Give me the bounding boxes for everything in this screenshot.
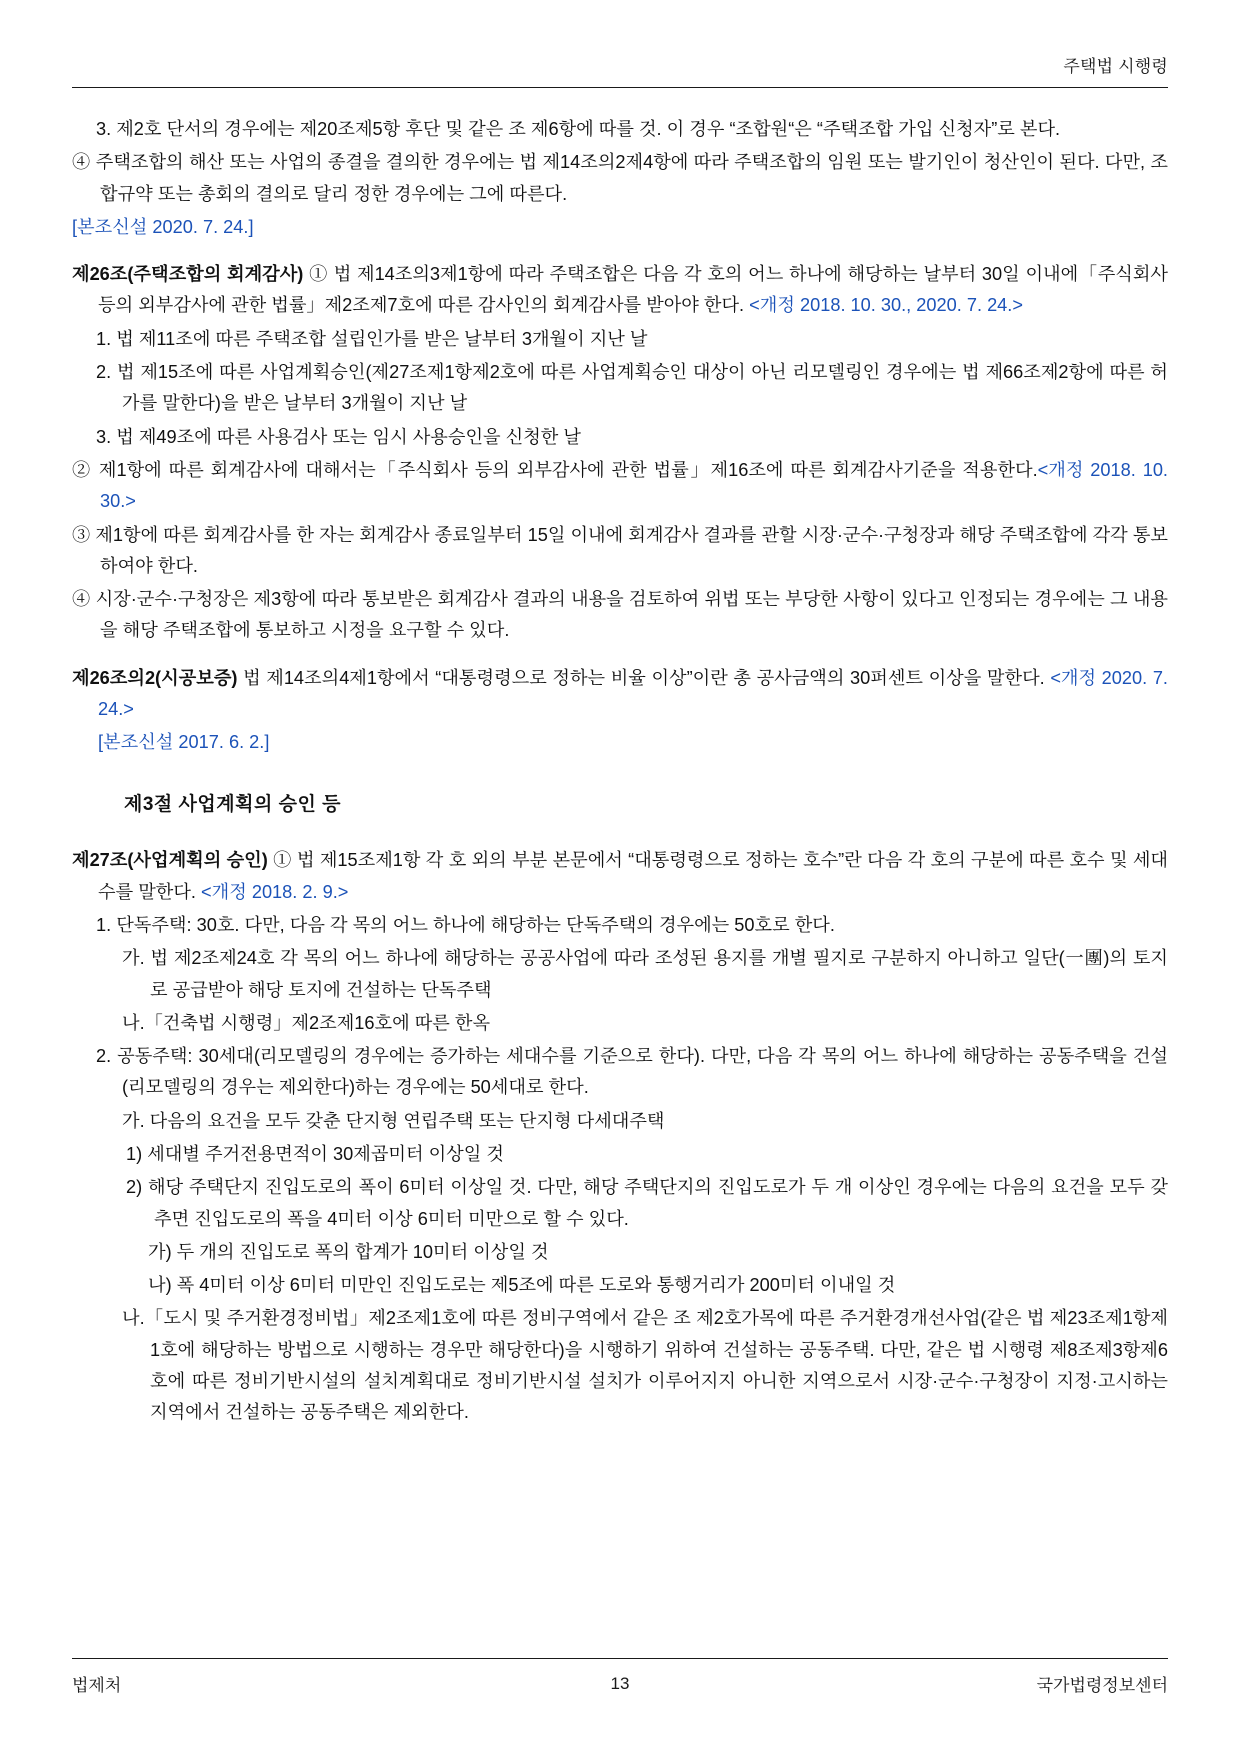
article-27-amendment: <개정 2018. 2. 9.>: [201, 881, 349, 902]
note-new-provision-2020: [본조신설 2020. 7. 24.]: [72, 216, 254, 237]
footer-left-label: 법제처: [72, 1676, 122, 1695]
article-26-amendment-note: <개정 2018. 10. 30., 2020. 7. 24.>: [749, 295, 1023, 316]
paragraph-item-3: 3. 제2호 단서의 경우에는 제20조제5항 후단 및 같은 조 제6항에 따를 것. 이 경우 “조합원“은 “주택조합 가입 신청자”로 본다.: [96, 119, 1061, 139]
article-27-item-2-ga-2-na: 나) 폭 4미터 이상 6미터 미만인 진입도로는 제5조에 따른 도로와 통행거리가 200미터 이내일 것: [148, 1275, 896, 1296]
article-26-item-3: 3. 법 제49조에 따른 사용검사 또는 임시 사용승인을 신청한 날: [96, 426, 581, 447]
article-27-item-1-ga: 가. 법 제2조제24호 각 목의 어느 하나에 해당하는 공공사업에 따라 조성된 용지를 개별 필지로 구분하지 아니하고 일단(一團)의 토지로 공급받아 해당 토지에 건설하는 단독주택: [122, 948, 1168, 1000]
article-26-paragraph-1: ① 법 제14조의3제1항에 따라 주택조합은 다음 각 호의 어느 하나에 해당하는 날부터 30일 이내에「주식회사 등의 외부감사에 관한 법률」제2조제7호에 따른 감사인의 회계감사를 받아야 한다.: [98, 264, 1168, 316]
article-26-title: 제26조(주택조합의 회계감사): [72, 264, 304, 285]
page-footer: [72, 1658, 1168, 1696]
article-27-item-2-ga: 가. 다음의 요건을 모두 갖춘 단지형 연립주택 또는 단지형 다세대주택: [122, 1110, 665, 1131]
article-27-item-2-ga-2: 2) 해당 주택단지 진입도로의 폭이 6미터 이상일 것. 다만, 해당 주택단지의 진입도로가 두 개 이상인 경우에는 다음의 요건을 모두 갖추면 진입도로의 폭을 4미터 이상 6미터 미만으로 할 수 있다.: [126, 1177, 1168, 1229]
article-26-item-2: 2. 법 제15조에 따른 사업계획승인(제27조제1항제2호에 따른 사업계획승인 대상이 아닌 리모델링인 경우에는 법 제66조제2항에 따른 허가를 말한다)을 받은 날부터 3개월이 지난 날: [96, 362, 1168, 414]
article-26-paragraph-2-amendment: <개정 2018. 10. 30.>: [100, 459, 1168, 512]
article-26-paragraph-3: ③ 제1항에 따른 회계감사를 한 자는 회계감사 종료일부터 15일 이내에 회계감사 결과를 관할 시장·군수·구청장과 해당 주택조합에 각각 통보하여야 한다.: [72, 524, 1168, 576]
footer-right-label: 국가법령정보센터: [1036, 1676, 1168, 1695]
article-26-item-1: 1. 법 제11조에 따른 주택조합 설립인가를 받은 날부터 3개월이 지난 날: [96, 328, 648, 349]
article-27-item-2-ga-1: 1) 세대별 주거전용면적이 30제곱미터 이상일 것: [126, 1143, 504, 1164]
article-27-title: 제27조(사업계획의 승인): [72, 850, 268, 871]
article-27-item-1-na: 나.「건축법 시행령」제2조제16호에 따른 한옥: [122, 1012, 491, 1033]
footer-page-number: 13: [610, 1673, 630, 1693]
footer-divider: [72, 1658, 1168, 1659]
article-27-item-1: 1. 단독주택: 30호. 다만, 다음 각 목의 어느 하나에 해당하는 단독주택의 경우에는 50호로 한다.: [96, 914, 835, 935]
article-26-2: [72, 663, 1168, 726]
article-27-item-2: 2. 공동주택: 30세대(리모델링의 경우에는 증가하는 세대수를 기준으로 한다). 다만, 다음 각 목의 어느 하나에 해당하는 공동주택을 건설(리모델링의 경우는 제외한다)하는 경우에는 50세대로 한다.: [96, 1046, 1168, 1098]
footer-row: [72, 1671, 1168, 1696]
article-26-2-title: 제26조의2(시공보증): [72, 667, 238, 688]
article-27-item-2-na: 나.「도시 및 주거환경정비법」제2조제1호에 따른 정비구역에서 같은 조 제2호가목에 따른 주거환경개선사업(같은 법 제23조제1항제1호에 해당하는 방법으로 시행하는 경우만 해당한다)을 시행하기 위하여 건설하는 공동주택. 다만, 같은 법 시행령 제8조제3항제6호에 따른 정비기반시설의 설치계획대로 정비기반시설 설치가 이루어지지 아니한 지역으로서 시장·군수·구청장이 지정·고시하는 지역에서 건설하는 공동주택은 제외한다.: [122, 1308, 1168, 1423]
article-27-item-2-ga-2-ga: 가) 두 개의 진입도로 폭의 합계가 10미터 이상일 것: [148, 1241, 549, 1262]
page-header: [72, 52, 1168, 87]
section-heading-3: 제3절 사업계획의 승인 등: [124, 793, 341, 815]
article-26-2-amendment: <개정 2020. 7. 24.>: [98, 667, 1168, 720]
paragraph-clause-4: ④ 주택조합의 해산 또는 사업의 종결을 결의한 경우에는 법 제14조의2제4항에 따라 주택조합의 임원 또는 발기인이 청산인이 된다. 다만, 조합규약 또는 총회의 결의로 달리 정한 경우에는 그에 따른다.: [72, 152, 1168, 204]
spacer: [72, 649, 1168, 663]
article-27-paragraph-1: ① 법 제15조제1항 각 호 외의 부분 본문에서 “대통령령으로 정하는 호수”란 다음 각 호의 구분에 따른 호수 및 세대수를 말한다.: [98, 850, 1168, 902]
article-26: [72, 259, 1168, 322]
article-26-2-text: 법 제14조의4제1항에서 “대통령령으로 정하는 비율 이상”이란 총 공사금액의 30퍼센트 이상을 말한다.: [237, 667, 1051, 688]
header-divider: [72, 87, 1168, 88]
article-26-paragraph-4: ④ 시장·군수·구청장은 제3항에 따라 통보받은 회계감사 결과의 내용을 검토하여 위법 또는 부당한 사항이 있다고 인정되는 경우에는 그 내용을 해당 주택조합에 통보하고 시정을 요구할 수 있다.: [72, 589, 1168, 641]
document-body: [72, 114, 1168, 1429]
spacer: [72, 245, 1168, 259]
article-26-2-new-provision: [본조신설 2017. 6. 2.]: [98, 732, 270, 753]
article-26-paragraph-2: [72, 455, 1168, 518]
article-26-paragraph-2-text: ② 제1항에 따른 회계감사에 대해서는「주식회사 등의 외부감사에 관한 법률」제16조에 따른 회계감사기준을 적용한다.: [72, 459, 1038, 480]
article-27: [72, 845, 1168, 908]
header-title: 주택법 시행령: [1063, 57, 1168, 76]
